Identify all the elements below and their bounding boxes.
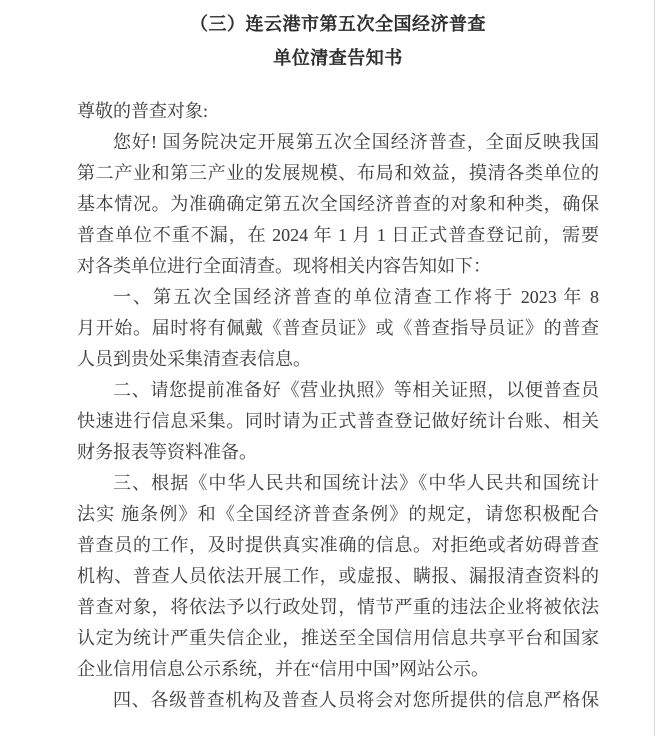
body-line: 普查单位不重不漏，在 2024 年 1 月 1 日正式普查登记前，需要 <box>77 225 599 245</box>
document-body <box>77 127 599 716</box>
body-line: 基本情况。为准确确定第五次全国经济普查的对象和种类，确保 <box>77 194 599 214</box>
body-line: 认定为统计严重失信企业，推送至全国信用信息共享平台和国家 <box>77 628 599 648</box>
salutation-line: 尊敬的普查对象: <box>77 101 209 121</box>
document-title <box>77 7 599 75</box>
body-line: 月开始。届时将有佩戴《普查员证》或《普查指导员证》的普查 <box>77 318 599 338</box>
body-line: 二、请您提前准备好《营业执照》等相关证照，以便普查员 <box>113 380 599 400</box>
body-line: 企业信用信息公示系统，并在“信用中国”网站公示。 <box>77 659 489 679</box>
body-line: 普查对象，将依法予以行政处罚，情节严重的违法企业将被依法 <box>77 597 599 617</box>
title-line-1: （三）连云港市第五次全国经济普查 <box>190 14 486 34</box>
page-edge-line <box>654 0 655 736</box>
body-line: 普查员的工作，及时提供真实准确的信息。对拒绝或者妨碍普查 <box>77 535 599 555</box>
body-line: 对各类单位进行全面清查。现将相关内容告知如下： <box>77 256 491 276</box>
body-line: 一、第五次全国经济普查的单位清查工作将于 2023 年 8 <box>113 287 599 307</box>
body-line: 法实 施条例》和《全国经济普查条例》的规定，请您积极配合 <box>77 504 599 524</box>
body-line: 财务报表等资料准备。 <box>77 442 257 462</box>
document-content <box>77 0 599 716</box>
body-line: 三、根据《中华人民共和国统计法》《中华人民共和国统计 <box>113 473 599 493</box>
body-line: 四、各级普查机构及普查人员将会对您所提供的信息严格保 <box>113 690 599 710</box>
body-line: 机构、普查人员依法开展工作，或虚报、瞒报、漏报清查资料的 <box>77 566 599 586</box>
body-line: 快速进行信息采集。同时请为正式普查登记做好统计台账、相关 <box>77 411 599 431</box>
body-line: 人员到贵处采集清查表信息。 <box>77 349 311 369</box>
body-line: 第二产业和第三产业的发展规模、布局和效益，摸清各类单位的 <box>77 163 599 183</box>
title-line-2: 单位清查告知书 <box>273 48 403 68</box>
body-line: 您好! 国务院决定开展第五次全国经济普查，全面反映我国 <box>113 132 599 152</box>
